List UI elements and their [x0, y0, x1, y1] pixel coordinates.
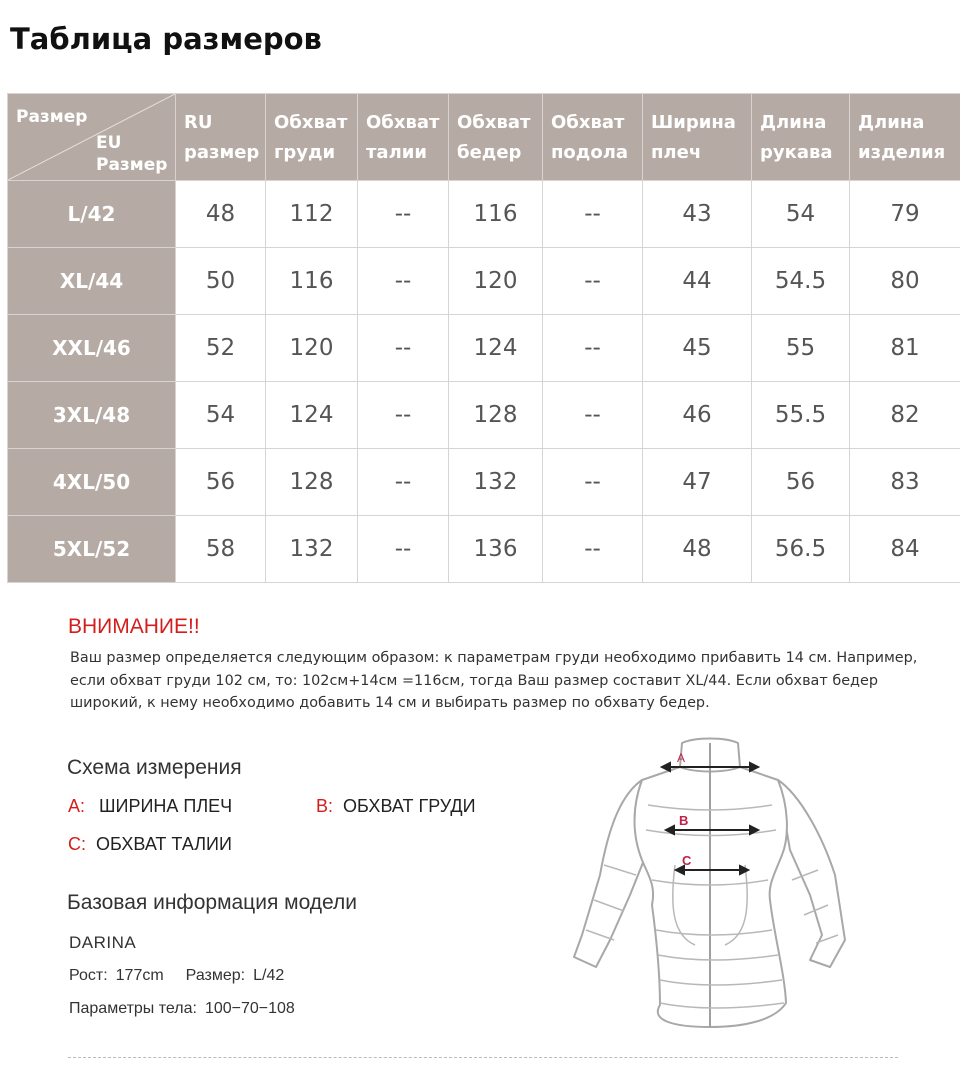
value-cell: 120 — [266, 315, 358, 382]
body-params-label: Параметры тела: — [69, 1000, 197, 1017]
value-cell: -- — [543, 248, 643, 315]
body-params-value: 100−70−108 — [204, 1000, 295, 1017]
diagram-label-a: A — [677, 751, 686, 765]
value-cell: 116 — [266, 248, 358, 315]
size-cell: 5XL/52 — [8, 516, 176, 583]
value-cell: 82 — [850, 382, 960, 449]
header-waist: Обхват талии — [358, 94, 449, 181]
legend-item-chest — [316, 796, 476, 817]
value-cell: -- — [543, 315, 643, 382]
value-cell: 81 — [850, 315, 960, 382]
header-hem: Обхват подола — [543, 94, 643, 181]
value-cell: 48 — [643, 516, 752, 583]
legend-letter-c: C: — [68, 834, 86, 854]
header-ru-size: RU размер — [176, 94, 266, 181]
value-cell: -- — [543, 382, 643, 449]
value-cell: 54 — [176, 382, 266, 449]
height-label: Рост: — [69, 967, 108, 984]
bottom-divider — [68, 1057, 898, 1058]
value-cell: 46 — [643, 382, 752, 449]
diagram-label-b: B — [679, 813, 689, 828]
measurement-scheme-title: Схема измерения — [67, 756, 242, 779]
size-cell: XXL/46 — [8, 315, 176, 382]
table-row — [8, 382, 960, 449]
size-note-text: Ваш размер определяется следующим образом: к параметрам груди необходимо прибавить 14 см. Например, если обхват груди 102 см, то: 102cм+14cм =116cм, тогда Ваш размер составит XL/44. Если обхват бедер широкий, к нему необходимо добавить 14 см и выбирать размер по обхвату бедер. — [70, 650, 918, 712]
legend-letter-a: A: — [68, 796, 86, 816]
value-cell: -- — [358, 382, 449, 449]
value-cell: -- — [358, 516, 449, 583]
value-cell: 80 — [850, 248, 960, 315]
header-garment-length: Длина изделия — [850, 94, 960, 181]
legend-text-chest: ОБХВАТ ГРУДИ — [343, 796, 476, 816]
legend-item-waist — [68, 834, 232, 855]
attention-heading: ВНИМАНИЕ!! — [68, 615, 200, 638]
header-sleeve-length: Длина рукава — [752, 94, 850, 181]
table-row — [8, 449, 960, 516]
value-cell: 124 — [449, 315, 543, 382]
table-row — [8, 248, 960, 315]
value-cell: -- — [358, 181, 449, 248]
size-chart-table — [7, 93, 960, 583]
value-cell: -- — [543, 449, 643, 516]
value-cell: 56 — [176, 449, 266, 516]
table-row — [8, 516, 960, 583]
corner-label-eu-size: EU Размер — [96, 133, 168, 175]
value-cell: 48 — [176, 181, 266, 248]
value-cell: 124 — [266, 382, 358, 449]
size-cell: XL/44 — [8, 248, 176, 315]
value-cell: 58 — [176, 516, 266, 583]
value-cell: 54.5 — [752, 248, 850, 315]
size-cell: 3XL/48 — [8, 382, 176, 449]
size-label: Размер: — [185, 967, 246, 984]
value-cell: 132 — [266, 516, 358, 583]
value-cell: 54 — [752, 181, 850, 248]
value-cell: -- — [543, 516, 643, 583]
value-cell: 43 — [643, 181, 752, 248]
header-shoulder-width: Ширина плеч — [643, 94, 752, 181]
legend-text-shoulder-width: ШИРИНА ПЛЕЧ — [99, 796, 233, 816]
model-info-title: Базовая информация модели — [67, 891, 358, 914]
corner-header-cell — [8, 94, 176, 181]
value-cell: 56.5 — [752, 516, 850, 583]
diagram-label-c: C — [682, 853, 692, 868]
header-hips: Обхват бедер — [449, 94, 543, 181]
value-cell: 45 — [643, 315, 752, 382]
table-header-row — [8, 94, 960, 181]
table-row — [8, 315, 960, 382]
value-cell: 55.5 — [752, 382, 850, 449]
value-cell: -- — [358, 449, 449, 516]
table-row — [8, 181, 960, 248]
value-cell: -- — [543, 181, 643, 248]
value-cell: 112 — [266, 181, 358, 248]
size-value: L/42 — [253, 967, 285, 984]
model-name: DARINA — [69, 933, 137, 952]
value-cell: 128 — [449, 382, 543, 449]
value-cell: 44 — [643, 248, 752, 315]
value-cell: 116 — [449, 181, 543, 248]
value-cell: 128 — [266, 449, 358, 516]
legend-text-waist: ОБХВАТ ТАЛИИ — [96, 834, 232, 854]
size-cell: L/42 — [8, 181, 176, 248]
value-cell: 132 — [449, 449, 543, 516]
value-cell: 56 — [752, 449, 850, 516]
value-cell: 50 — [176, 248, 266, 315]
value-cell: 47 — [643, 449, 752, 516]
value-cell: -- — [358, 315, 449, 382]
size-cell: 4XL/50 — [8, 449, 176, 516]
value-cell: 120 — [449, 248, 543, 315]
value-cell: 136 — [449, 516, 543, 583]
header-chest: Обхват груди — [266, 94, 358, 181]
legend-letter-b: B: — [316, 796, 334, 816]
model-height-size-line — [69, 967, 284, 985]
coat-measurement-diagram — [560, 735, 860, 1035]
value-cell: -- — [358, 248, 449, 315]
page-title: Таблица размеров — [10, 22, 322, 56]
model-params-line — [69, 1000, 295, 1018]
height-value: 177cm — [115, 967, 164, 984]
value-cell: 55 — [752, 315, 850, 382]
legend-item-shoulder-width — [68, 796, 232, 817]
value-cell: 83 — [850, 449, 960, 516]
value-cell: 79 — [850, 181, 960, 248]
value-cell: 84 — [850, 516, 960, 583]
value-cell: 52 — [176, 315, 266, 382]
corner-label-size: Размер — [16, 107, 88, 127]
